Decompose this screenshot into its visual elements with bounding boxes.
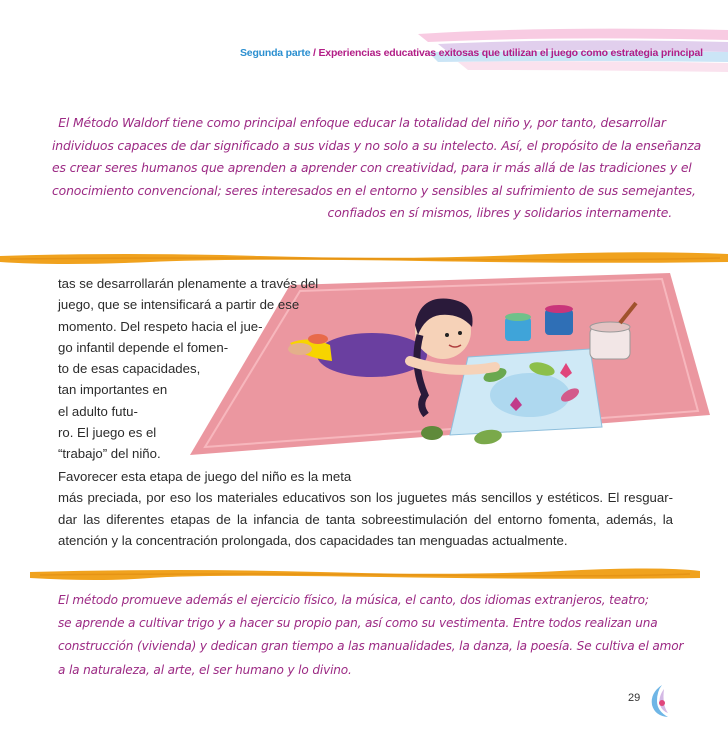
page-number: 29 bbox=[628, 692, 641, 704]
paragraph-line: go infantil depende el fomen- bbox=[58, 339, 229, 355]
quote-line: El Método Waldorf tiene como principal enfoque educar la totalidad del niño y, por tanto, desarrollar bbox=[58, 115, 666, 130]
paragraph-line: tas se desarrollarán plenamente a través del bbox=[58, 276, 319, 291]
header-part-label: Segunda parte bbox=[240, 47, 311, 59]
quote-line: individuos capaces de dar significado a sus vidas y no solo a su intelecto. Así, el propósito de la enseñanza bbox=[52, 137, 702, 153]
header-separator: / bbox=[310, 47, 319, 59]
paragraph-line: el adulto futu- bbox=[58, 403, 138, 419]
paragraph-line: juego, que se intensificará a partir de ese bbox=[58, 297, 300, 313]
quote-line: confiados en sí mismos, libres y solidarios internamente. bbox=[327, 205, 672, 220]
paragraph-line: to de esas capacidades, bbox=[58, 361, 201, 377]
full-width-paragraph bbox=[58, 466, 673, 551]
brush-stroke-divider bbox=[0, 566, 728, 582]
paragraph-line: más preciada, por eso los materiales educativos son los juguetes más sencillos y estéticos. El resguar- bbox=[58, 490, 673, 506]
paragraph-line: dar las diferentes etapas de la infancia de tanta sobreestimulación del entorno fomenta, además, la bbox=[58, 511, 673, 527]
quote-line: conocimiento convencional; seres interesados en el entorno y sensibles al sufrimiento de sus semejantes, bbox=[52, 182, 696, 198]
quote-line: es crear seres humanos que aprenden a aprender con creatividad, para ir más allá de las tradiciones y el bbox=[52, 160, 692, 175]
closing-line: construcción (vivienda) y dedican gran tiempo a las manualidades, la danza, la poesía. Se cultiva el amor bbox=[58, 639, 684, 654]
running-header bbox=[240, 47, 720, 59]
paragraph-line: Favorecer esta etapa de juego del niño es la meta bbox=[58, 469, 352, 484]
closing-paragraph bbox=[58, 589, 684, 682]
paragraph-line: momento. Del respeto hacia el jue- bbox=[58, 318, 263, 334]
closing-line: El método promueve además el ejercicio físico, la música, el canto, dos idiomas extranjeros, teatro; bbox=[58, 593, 649, 607]
paragraph-line: tan importantes en bbox=[58, 382, 168, 398]
header-section-title: Experiencias educativas exitosas que utilizan el juego como estrategia principal bbox=[318, 47, 703, 59]
closing-line: a la naturaleza, al arte, el ser humano y lo divino. bbox=[58, 662, 352, 677]
paragraph-line: ro. El juego es el bbox=[58, 425, 157, 441]
intro-quote bbox=[52, 112, 702, 225]
wrap-paragraph bbox=[58, 273, 338, 465]
paragraph-line: atención y la concentración prolongada, dos capacidades tan menguadas actualmente. bbox=[58, 532, 568, 548]
paragraph-line: “trabajo” del niño. bbox=[58, 446, 161, 462]
moon-ornament-icon bbox=[648, 683, 674, 719]
brush-stroke-divider bbox=[0, 250, 728, 266]
closing-line: se aprende a cultivar trigo y a hacer su propio pan, así como su vestimenta. Entre todos realizan una bbox=[58, 616, 658, 631]
